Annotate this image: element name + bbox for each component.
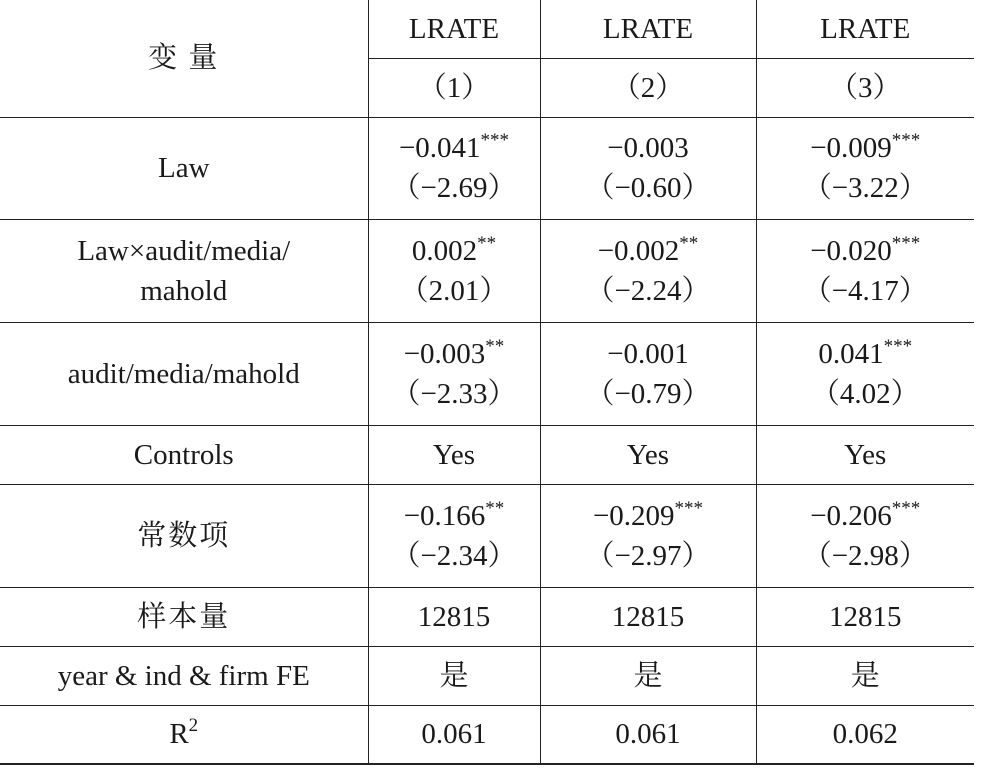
label-line-1: Law×audit/media/ <box>77 234 291 267</box>
t-stat: （−2.98） <box>802 539 928 572</box>
row-sample-size <box>0 587 974 646</box>
cell-n-1: 12815 <box>368 587 540 646</box>
significance-stars: *** <box>883 335 913 357</box>
cell-constant-1 <box>368 484 540 587</box>
t-stat: （−2.24） <box>585 274 711 307</box>
t-stat: （−2.97） <box>585 539 711 572</box>
significance-stars: ** <box>477 232 497 254</box>
cell-controls-1: Yes <box>368 425 540 484</box>
cell-constant-3 <box>756 484 974 587</box>
cell-moderator-3 <box>756 322 974 425</box>
coef: −0.003 <box>403 337 486 370</box>
header-dep-var-1: LRATE <box>368 0 540 58</box>
significance-stars: *** <box>674 497 704 519</box>
cell-moderator-2 <box>540 322 756 425</box>
cell-fe-3: 是 <box>756 646 974 705</box>
row-constant-label: 常数项 <box>0 484 368 587</box>
coef: −0.002 <box>597 234 680 267</box>
t-stat: （4.02） <box>810 377 920 410</box>
label-line-2: mahold <box>140 274 228 307</box>
cell-interaction-3 <box>756 219 974 322</box>
header-dep-var-3: LRATE <box>756 0 974 58</box>
significance-stars: *** <box>891 130 921 151</box>
row-r-squared <box>0 705 974 764</box>
t-stat: （−2.69） <box>391 172 517 204</box>
coef: −0.003 <box>607 132 689 164</box>
significance-stars: ** <box>679 232 699 254</box>
coef: −0.166 <box>403 499 486 532</box>
cell-interaction-2 <box>540 219 756 322</box>
significance-stars: *** <box>480 130 510 151</box>
r-label: R <box>169 718 189 751</box>
header-variable-label: 变 量 <box>0 0 368 117</box>
significance-stars: *** <box>891 232 921 254</box>
cell-n-3: 12815 <box>756 587 974 646</box>
cell-law-2 <box>540 117 756 219</box>
cell-controls-3: Yes <box>756 425 974 484</box>
row-interaction <box>0 219 974 322</box>
header-model-2: （2） <box>540 58 756 117</box>
coef: −0.209 <box>592 499 675 532</box>
significance-stars: ** <box>485 497 505 519</box>
row-moderator <box>0 322 974 425</box>
coef: −0.020 <box>810 234 892 267</box>
significance-stars: *** <box>891 497 921 519</box>
header-dep-var-2: LRATE <box>540 0 756 58</box>
cell-fe-1: 是 <box>368 646 540 705</box>
cell-law-3 <box>756 117 974 219</box>
t-stat: （−3.22） <box>802 172 928 204</box>
row-controls <box>0 425 974 484</box>
cell-controls-2: Yes <box>540 425 756 484</box>
r-superscript: 2 <box>188 715 199 737</box>
row-controls-label: Controls <box>0 425 368 484</box>
coef: −0.009 <box>810 132 892 164</box>
cell-n-2: 12815 <box>540 587 756 646</box>
coef: −0.041 <box>398 132 481 164</box>
t-stat: （−0.79） <box>585 377 711 410</box>
cell-fe-2: 是 <box>540 646 756 705</box>
t-stat: （−2.34） <box>391 539 517 572</box>
header-row-dep-var <box>0 0 974 58</box>
cell-r2-3: 0.062 <box>756 705 974 764</box>
cell-r2-1: 0.061 <box>368 705 540 764</box>
coef: 0.002 <box>411 234 478 267</box>
cell-law-1 <box>368 117 540 219</box>
row-sample-size-label: 样本量 <box>0 587 368 646</box>
coef: 0.041 <box>818 337 884 370</box>
cell-constant-2 <box>540 484 756 587</box>
row-fixed-effects-label: year & ind & firm FE <box>0 646 368 705</box>
row-fixed-effects <box>0 646 974 705</box>
cell-interaction-1 <box>368 219 540 322</box>
significance-stars: ** <box>485 335 505 357</box>
coef: −0.206 <box>810 499 892 532</box>
row-moderator-label: audit/media/mahold <box>0 322 368 425</box>
row-law <box>0 117 974 219</box>
t-stat: （−2.33） <box>391 377 517 410</box>
row-constant <box>0 484 974 587</box>
cell-moderator-1 <box>368 322 540 425</box>
t-stat: （−4.17） <box>802 274 928 307</box>
cell-r2-2: 0.061 <box>540 705 756 764</box>
row-interaction-label <box>0 219 368 322</box>
header-model-3: （3） <box>756 58 974 117</box>
t-stat: （2.01） <box>399 274 509 307</box>
header-model-1: （1） <box>368 58 540 117</box>
row-r-squared-label <box>0 705 368 764</box>
t-stat: （−0.60） <box>585 172 711 204</box>
coef: −0.001 <box>607 337 689 370</box>
row-law-label: Law <box>0 117 368 219</box>
